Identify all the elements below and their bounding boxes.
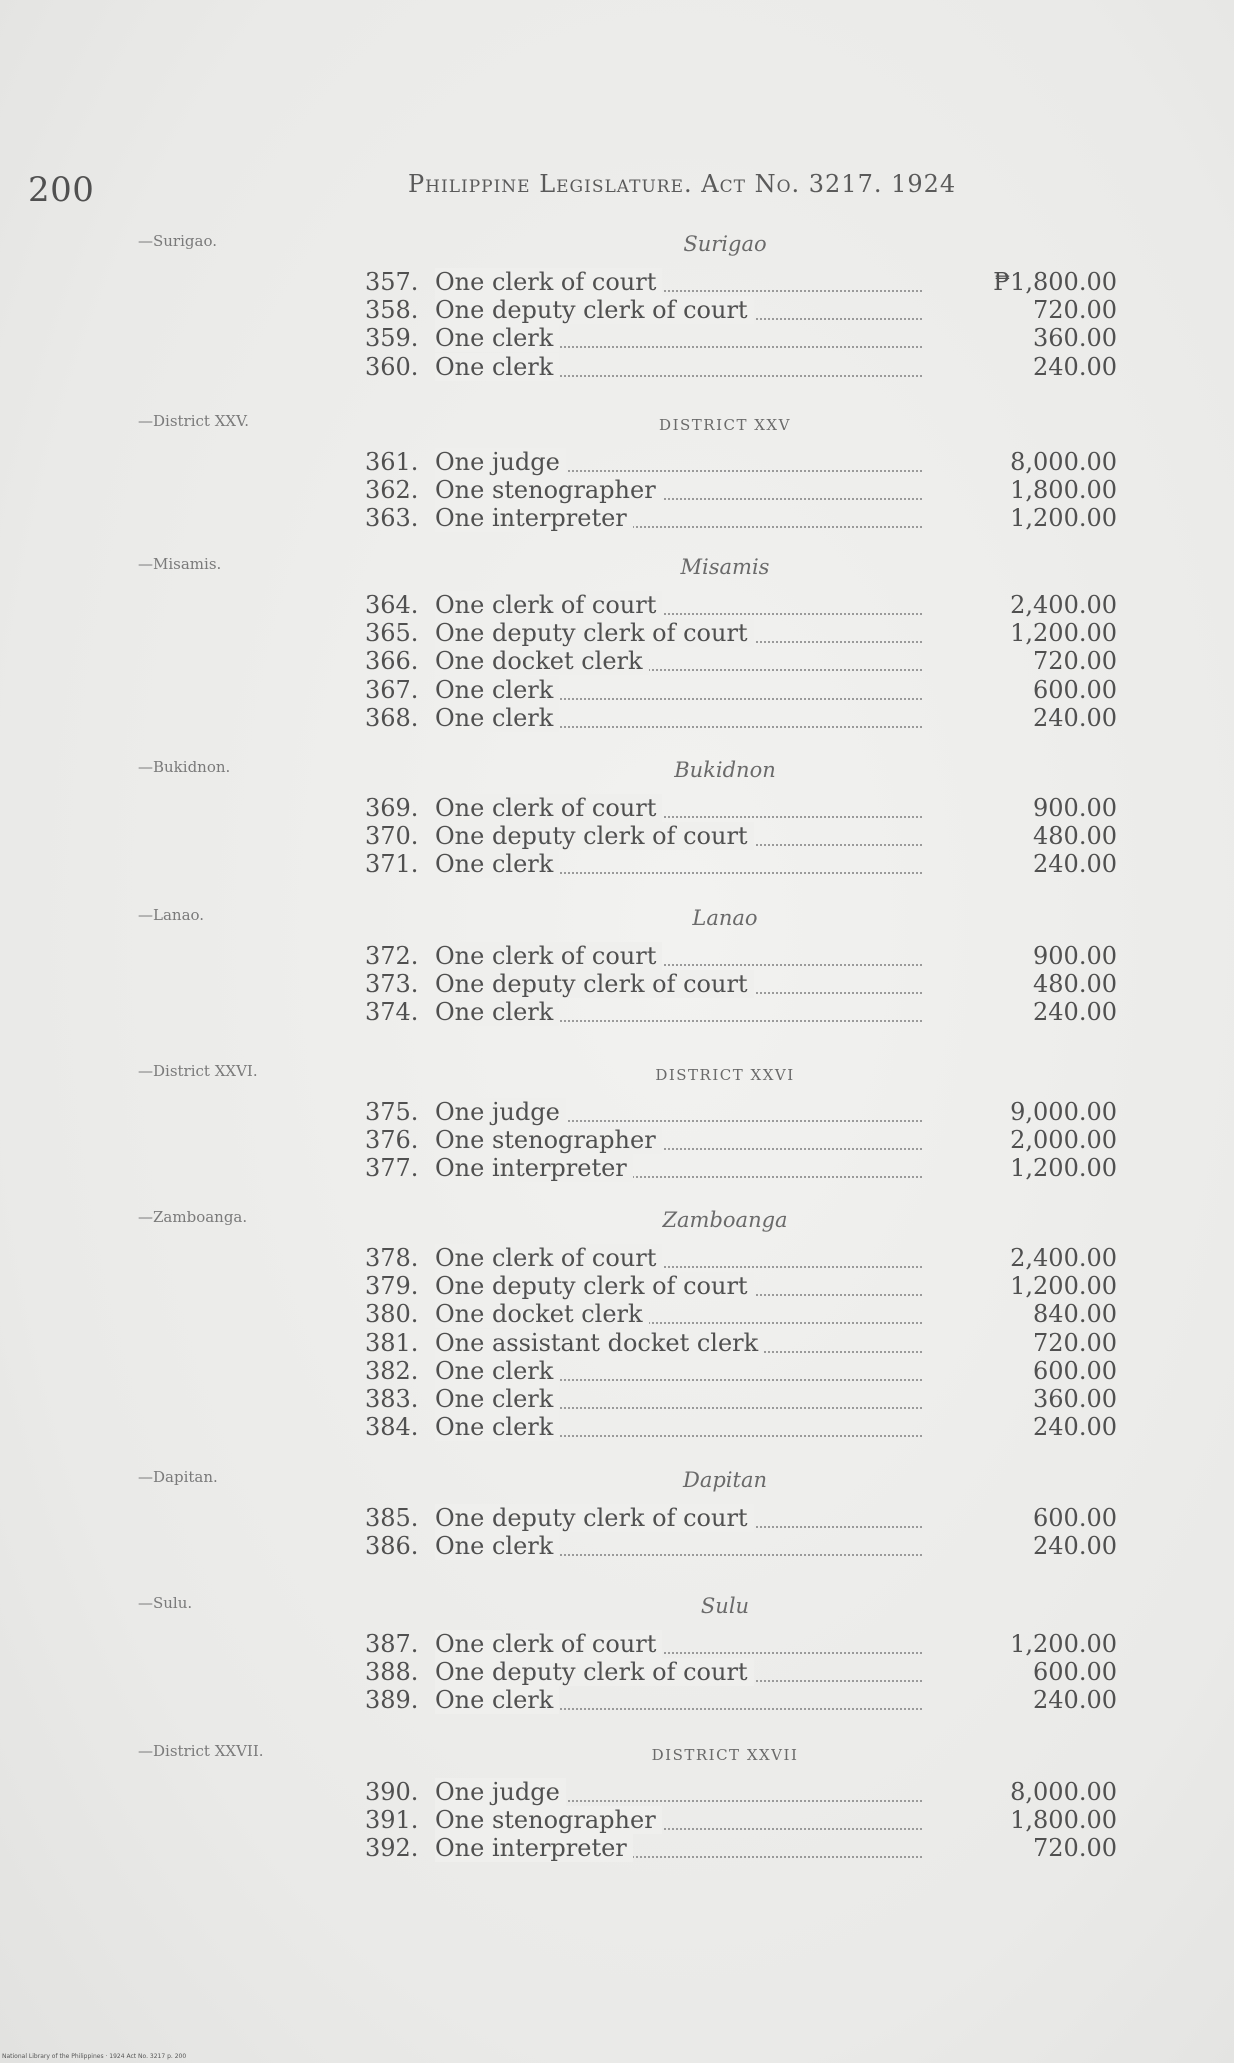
item-amount: 8,000.00 — [1010, 1778, 1117, 1806]
item-amount: 360.00 — [1033, 324, 1117, 353]
item-description: One deputy clerk of court — [435, 619, 754, 647]
line-item — [365, 448, 1117, 476]
item-amount: 1,800.00 — [1010, 476, 1117, 505]
item-amount: 840.00 — [1033, 1300, 1117, 1329]
item-number: 371. — [365, 850, 419, 879]
item-description: One stenographer — [435, 1806, 662, 1834]
line-item — [365, 1385, 1117, 1413]
line-item — [365, 970, 1117, 998]
margin-note: —District XXV. — [138, 412, 250, 430]
line-item — [365, 268, 1117, 296]
line-item — [365, 1300, 1117, 1328]
item-number: 375. — [365, 1098, 419, 1126]
section-heading: Sulu — [700, 1594, 750, 1618]
section-heading: Surigao — [683, 232, 767, 256]
item-description: One clerk of court — [435, 1244, 662, 1272]
item-amount: 1,800.00 — [1010, 1806, 1117, 1835]
item-amount: 480.00 — [1033, 822, 1117, 851]
item-number: 357. — [365, 268, 419, 296]
item-description: One assistant docket clerk — [435, 1329, 764, 1357]
item-description: One deputy clerk of court — [435, 1504, 754, 1532]
item-description: One deputy clerk of court — [435, 1658, 754, 1686]
item-description: One clerk of court — [435, 591, 662, 619]
item-amount: 1,200.00 — [1010, 1272, 1117, 1301]
footer-note: National Library of the Philippines · 1924 Act No. 3217 p. 200 — [2, 2053, 187, 2060]
item-description: One docket clerk — [435, 1300, 649, 1328]
item-number: 365. — [365, 619, 419, 648]
item-description: One clerk — [435, 1532, 559, 1560]
line-item — [365, 296, 1117, 324]
item-number: 358. — [365, 296, 419, 325]
line-item — [365, 353, 1117, 381]
item-number: 387. — [365, 1630, 419, 1658]
item-number: 389. — [365, 1686, 419, 1715]
line-item — [365, 1357, 1117, 1385]
item-description: One clerk — [435, 1413, 559, 1441]
item-description: One clerk — [435, 353, 559, 381]
item-number: 382. — [365, 1356, 419, 1385]
item-number: 388. — [365, 1658, 419, 1687]
item-amount: 240.00 — [1033, 703, 1117, 732]
line-item — [365, 704, 1117, 732]
item-amount: 600.00 — [1033, 1504, 1117, 1532]
item-description: One clerk of court — [435, 268, 662, 296]
line-item — [365, 1658, 1117, 1686]
line-item — [365, 1806, 1117, 1834]
line-item — [365, 822, 1117, 850]
margin-note: —Lanao. — [138, 906, 205, 924]
item-amount: 360.00 — [1033, 1385, 1117, 1413]
line-item — [365, 324, 1117, 352]
section-heading: DISTRICT XXV — [659, 416, 791, 434]
margin-note: —Sulu. — [138, 1594, 193, 1612]
item-amount: 1,200.00 — [1010, 1630, 1117, 1658]
line-item — [365, 1834, 1117, 1862]
item-number: 367. — [365, 675, 419, 704]
line-item — [365, 1504, 1117, 1532]
item-number: 373. — [365, 970, 419, 999]
item-amount: 240.00 — [1033, 352, 1117, 381]
item-description: One judge — [435, 448, 566, 476]
item-description: One stenographer — [435, 476, 662, 504]
item-number: 377. — [365, 1154, 419, 1183]
page-number: 200 — [28, 170, 95, 210]
item-description: One clerk — [435, 998, 559, 1026]
item-number: 362. — [365, 476, 419, 505]
item-description: One judge — [435, 1778, 566, 1806]
item-number: 385. — [365, 1504, 419, 1532]
item-amount: 240.00 — [1033, 850, 1117, 879]
item-description: One clerk of court — [435, 1630, 662, 1658]
item-description: One clerk — [435, 1357, 559, 1385]
line-item — [365, 476, 1117, 504]
item-number: 361. — [365, 448, 419, 476]
item-amount: 2,000.00 — [1010, 1126, 1117, 1155]
item-description: One clerk — [435, 1385, 559, 1413]
item-number: 366. — [365, 647, 419, 676]
item-description: One deputy clerk of court — [435, 822, 754, 850]
line-item — [365, 1413, 1117, 1441]
line-item — [365, 1098, 1117, 1126]
section-heading: Bukidnon — [674, 758, 776, 782]
item-number: 390. — [365, 1778, 419, 1806]
item-number: 360. — [365, 352, 419, 381]
line-item — [365, 942, 1117, 970]
item-amount: 1,200.00 — [1010, 619, 1117, 648]
item-amount: 8,000.00 — [1010, 448, 1117, 476]
item-number: 363. — [365, 504, 419, 533]
item-number: 370. — [365, 822, 419, 851]
item-number: 359. — [365, 324, 419, 353]
line-item — [365, 1126, 1117, 1154]
section-heading: Zamboanga — [662, 1208, 788, 1232]
item-description: One clerk of court — [435, 942, 662, 970]
item-number: 381. — [365, 1328, 419, 1357]
line-item — [365, 676, 1117, 704]
margin-note: —Zamboanga. — [138, 1208, 248, 1226]
margin-note: —District XXVI. — [138, 1062, 258, 1080]
item-description: One clerk — [435, 1686, 559, 1714]
item-number: 391. — [365, 1806, 419, 1835]
item-number: 364. — [365, 591, 419, 619]
item-description: One clerk — [435, 850, 559, 878]
item-description: One deputy clerk of court — [435, 970, 754, 998]
line-item — [365, 1154, 1117, 1182]
item-number: 369. — [365, 794, 419, 822]
item-description: One interpreter — [435, 504, 633, 532]
item-amount: 600.00 — [1033, 675, 1117, 704]
item-description: One clerk — [435, 704, 559, 732]
item-number: 383. — [365, 1385, 419, 1413]
item-number: 378. — [365, 1244, 419, 1272]
item-amount: 900.00 — [1033, 942, 1117, 970]
margin-note: —Bukidnon. — [138, 758, 231, 776]
line-item — [365, 1329, 1117, 1357]
item-number: 372. — [365, 942, 419, 970]
line-item — [365, 619, 1117, 647]
item-amount: ₱1,800.00 — [993, 268, 1117, 296]
item-amount: 9,000.00 — [1010, 1098, 1117, 1126]
item-description: One clerk of court — [435, 794, 662, 822]
item-amount: 240.00 — [1033, 1413, 1117, 1442]
item-description: One docket clerk — [435, 647, 649, 675]
section-heading: Dapitan — [683, 1468, 767, 1492]
item-description: One deputy clerk of court — [435, 296, 754, 324]
item-amount: 600.00 — [1033, 1356, 1117, 1385]
item-number: 392. — [365, 1834, 419, 1863]
item-number: 376. — [365, 1126, 419, 1155]
line-item — [365, 1778, 1117, 1806]
item-amount: 240.00 — [1033, 1686, 1117, 1715]
item-description: One interpreter — [435, 1154, 633, 1182]
line-item — [365, 794, 1117, 822]
line-item — [365, 591, 1117, 619]
item-amount: 720.00 — [1033, 296, 1117, 325]
item-amount: 240.00 — [1033, 1532, 1117, 1561]
line-item — [365, 647, 1117, 675]
item-description: One stenographer — [435, 1126, 662, 1154]
item-number: 374. — [365, 998, 419, 1027]
item-number: 386. — [365, 1532, 419, 1561]
item-number: 380. — [365, 1300, 419, 1329]
line-item — [365, 1686, 1117, 1714]
item-amount: 240.00 — [1033, 998, 1117, 1027]
margin-note: —District XXVII. — [138, 1742, 264, 1760]
item-number: 384. — [365, 1413, 419, 1442]
section-heading: Misamis — [680, 555, 770, 579]
running-head: Philippine Legislature. Act No. 3217. 1924 — [408, 170, 957, 198]
item-description: One clerk — [435, 324, 559, 352]
line-item — [365, 1244, 1117, 1272]
item-description: One interpreter — [435, 1834, 633, 1862]
item-amount: 720.00 — [1033, 647, 1117, 676]
item-amount: 600.00 — [1033, 1658, 1117, 1687]
item-amount: 720.00 — [1033, 1834, 1117, 1863]
section-heading: Lanao — [692, 906, 758, 930]
line-item — [365, 850, 1117, 878]
item-amount: 900.00 — [1033, 794, 1117, 822]
item-amount: 2,400.00 — [1010, 591, 1117, 619]
line-item — [365, 1272, 1117, 1300]
item-number: 368. — [365, 703, 419, 732]
item-description: One judge — [435, 1098, 566, 1126]
margin-note: —Surigao. — [138, 232, 217, 250]
line-item — [365, 1532, 1117, 1560]
line-item — [365, 1630, 1117, 1658]
line-item — [365, 504, 1117, 532]
item-amount: 1,200.00 — [1010, 1154, 1117, 1183]
item-number: 379. — [365, 1272, 419, 1301]
section-heading: DISTRICT XXVI — [655, 1066, 795, 1084]
item-amount: 720.00 — [1033, 1328, 1117, 1357]
item-amount: 1,200.00 — [1010, 504, 1117, 533]
item-description: One deputy clerk of court — [435, 1272, 754, 1300]
item-description: One clerk — [435, 676, 559, 704]
line-item — [365, 998, 1117, 1026]
item-amount: 480.00 — [1033, 970, 1117, 999]
section-heading: DISTRICT XXVII — [651, 1746, 799, 1764]
item-amount: 2,400.00 — [1010, 1244, 1117, 1272]
margin-note: —Dapitan. — [138, 1468, 218, 1486]
margin-note: —Misamis. — [138, 555, 222, 573]
